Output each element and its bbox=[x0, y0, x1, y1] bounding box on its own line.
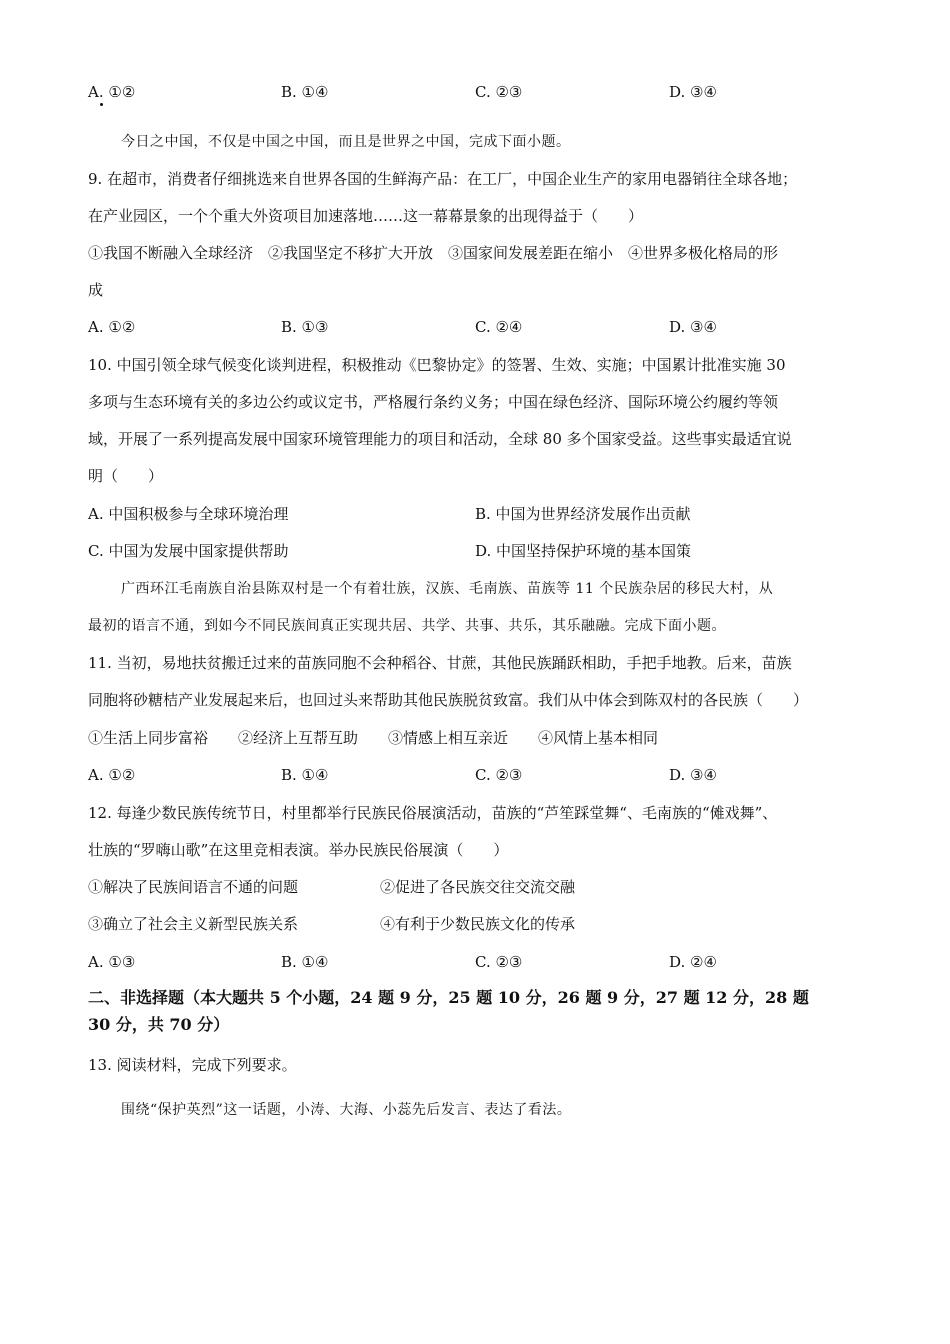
q13-material-intro: 围绕“保护英烈”这一话题，小涛、大海、小蕊先后发言、表达了看法。 bbox=[121, 1102, 572, 1118]
q8-option-b: B. ①④ bbox=[281, 83, 329, 101]
q12-stem-line: 12. 每逢少数民族传统节日，村里都举行民族民俗展演活动，苗族的“芦笙踩堂舞“、毛南族的“傩戏舞”、 bbox=[88, 804, 778, 822]
q10-stem-line: 明（ ） bbox=[88, 467, 164, 485]
section-heading: 二、非选择题（本大题共 5 个小题，24 题 9 分，25 题 10 分，26 题 9 分，27 题 12 分，28 题 bbox=[88, 988, 809, 1007]
q9-option-d: D. ③④ bbox=[669, 318, 717, 336]
q10-stem-line: 10. 中国引领全球气候变化谈判进程，积极推动《巴黎协定》的签署、生效、实施；中国累计批准实施 30 bbox=[88, 356, 786, 374]
intro-paragraph-2: 广西环江毛南族自治县陈双村是一个有着壮族，汉族、毛南族、苗族等 11 个民族杂居的移民大村，从 bbox=[121, 581, 774, 597]
q12-option-b: B. ①④ bbox=[281, 953, 329, 971]
q11-items-line: ①生活上同步富裕 ②经济上互帮互助 ③情感上相互亲近 ④风情上基本相同 bbox=[88, 729, 659, 747]
q10-option-a: A. 中国积极参与全球环境治理 bbox=[88, 505, 289, 523]
q8-option-a: A. ①② bbox=[88, 83, 136, 101]
q8-option-d: D. ③④ bbox=[669, 83, 717, 101]
q9-items-line: ①我国不断融入全球经济 ②我国坚定不移扩大开放 ③国家间发展差距在缩小 ④世界多极化格局的形 bbox=[88, 244, 779, 262]
q11-option-d: D. ③④ bbox=[669, 766, 717, 784]
intro-paragraph-1: 今日之中国，不仅是中国之中国，而且是世界之中国，完成下面小题。 bbox=[121, 134, 571, 150]
q10-stem-line: 域，开展了一系列提高发展中国家环境管理能力的项目和活动，全球 80 多个国家受益。这些事实最适宜说 bbox=[88, 430, 792, 448]
stray-dot bbox=[100, 103, 103, 106]
q12-option-a: A. ①③ bbox=[88, 953, 136, 971]
q11-stem-line: 11. 当初，易地扶贫搬迁过来的苗族同胞不会种稻谷、甘蔗，其他民族踊跃相助，手把手地教。后来，苗族 bbox=[88, 654, 792, 672]
q12-stem-line: 壮族的“罗嗨山歌”在这里竞相表演。举办民族民俗展演（ ） bbox=[88, 841, 509, 859]
q12-item: ③确立了社会主义新型民族关系 bbox=[88, 915, 299, 933]
q12-item: ①解决了民族间语言不通的问题 bbox=[88, 878, 299, 896]
q12-option-c: C. ②③ bbox=[475, 953, 523, 971]
q11-option-c: C. ②③ bbox=[475, 766, 523, 784]
q10-option-c: C. 中国为发展中国家提供帮助 bbox=[88, 542, 289, 560]
q13-stem: 13. 阅读材料，完成下列要求。 bbox=[88, 1056, 297, 1074]
q11-option-a: A. ①② bbox=[88, 766, 136, 784]
q10-option-d: D. 中国坚持保护环境的基本国策 bbox=[475, 542, 692, 560]
q10-option-b: B. 中国为世界经济发展作出贡献 bbox=[475, 505, 691, 523]
q12-item: ②促进了各民族交往交流交融 bbox=[380, 878, 576, 896]
q9-stem-line: 在产业园区，一个个重大外资项目加速落地……这一幕幕景象的出现得益于（ ） bbox=[88, 207, 644, 225]
q11-option-b: B. ①④ bbox=[281, 766, 329, 784]
q11-stem-line: 同胞将砂糖桔产业发展起来后，也回过头来帮助其他民族脱贫致富。我们从中体会到陈双村的各民族（ ） bbox=[88, 691, 809, 709]
q9-option-b: B. ①③ bbox=[281, 318, 329, 336]
q9-items-line: 成 bbox=[88, 281, 104, 299]
q10-stem-line: 多项与生态环境有关的多边公约或议定书，严格履行条约义务；中国在绿色经济、国际环境公约履约等领 bbox=[88, 393, 779, 411]
q9-stem-line: 9. 在超市，消费者仔细挑选来自世界各国的生鲜海产品：在工厂，中国企业生产的家用电器销往全球各地； bbox=[88, 170, 798, 188]
section-heading: 30 分，共 70 分） bbox=[88, 1015, 230, 1034]
intro-paragraph-2: 最初的语言不通，到如今不同民族间真正实现共居、共学、共事、共乐，其乐融融。完成下面小题。 bbox=[88, 618, 726, 634]
q8-option-c: C. ②③ bbox=[475, 83, 523, 101]
q12-item: ④有利于少数民族文化的传承 bbox=[380, 915, 576, 933]
q9-option-c: C. ②④ bbox=[475, 318, 523, 336]
q12-option-d: D. ②④ bbox=[669, 953, 717, 971]
q9-option-a: A. ①② bbox=[88, 318, 136, 336]
